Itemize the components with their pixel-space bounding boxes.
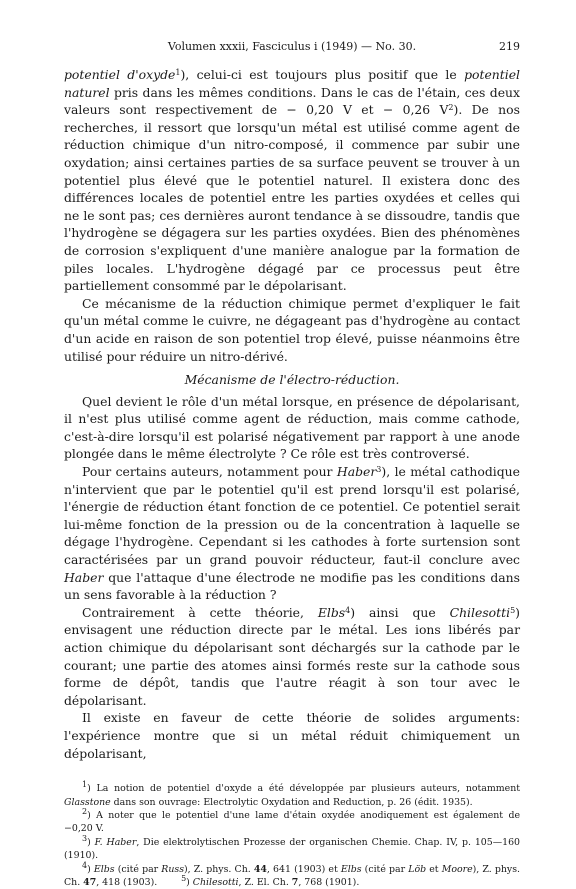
body-text	[64, 66, 520, 762]
section-heading: Mécanisme de l'électro-réduction.	[184, 372, 400, 388]
author-chilesotti: Chilesotti	[449, 604, 511, 620]
footnote-1: $^1$) La notion de potentiel d'oxyde a été développée par plusieurs auteurs, notamment Glasstone dans son ouvrage: Electrolytic Oxydation and Reduction, p. 26 (édit. 1935).	[64, 780, 520, 808]
paragraph-6: Il existe en faveur de cette théorie de solides arguments: l'expérience montre que si un métal réduit chimiquement un dépolarisant,	[64, 710, 520, 761]
term-potentiel-oxyde: potentiel d'oxyde	[64, 67, 176, 82]
paragraph-1: potentiel d'oxyde$^1$), celui-ci est toujours plus positif que le potentiel naturel pris dans les mêmes conditions. Dans le cas de l'étain, ces deux valeurs sont respectivement de − 0,20 V et − 0,26 $V^2$). De nos recherches, il ressort que lorsqu'un métal est utilisé comme agent de réduction chimique d'un nitro-composé, il commence par subir une oxydation; ainsi certaines parties de sa surface peuvent se trouver à un potentiel plus élevé que le potentiel naturel. Il existera donc des différences locales de potentiel entre les parties oxydées et celles qui ne le sont pas; ces dernières auront tendance à se dissoudre, tandis que l'hydrogène se dégagera sur les parties oxydées. Bien des phénomènes de corrosion s'expliquent d'une manière analogue par la formation de piles locales. L'hydrogène dégagé par ce processus peut être partiellement consommé par le dépolarisant.	[64, 67, 520, 294]
footnote-ref-4: 4	[345, 605, 351, 615]
footnote-3: $^3$) F. Haber, Die elektrolytischen Prozesse der organischen Chemie. Chap. IV, p. 105—160 (1910).	[64, 833, 520, 862]
page-number: 219	[499, 40, 520, 53]
paragraph-2: Ce mécanisme de la réduction chimique permet d'expliquer le fait qu'un métal comme le cuivre, ne dégageant pas d'hydrogène au contact d'un acide en raison de son potentiel trop élevé, puisse néanmoins être utilisé pour réduire un nitro-dérivé.	[64, 295, 520, 364]
paragraph-3: Quel devient le rôle d'un métal lorsque, en présence de dépolarisant, il n'est plus utilisé comme agent de réduction, mais comme cathode, c'est-à-dire lorsqu'il est polarisé négativement par rapport à une anode plongée dans le même électrolyte ? Ce rôle est très controversé.	[64, 393, 520, 462]
footnote-ref-3: 3	[376, 465, 382, 475]
term-potentiel-naturel: potentiel naturel	[64, 67, 520, 100]
paragraph-5: Contrairement à cette théorie, Elbs$^4$) ainsi que Chilesotti$^5$) envisagent une réduction directe par le métal. Les ions libérés par action chimique du dépolarisant sont déchargés sur la cathode par le courant; une partie des atomes ainsi formés reste sur la cathode sous forme de dépôt, tandis que l'autre réagit à son tour avec le dépolarisant.	[64, 604, 520, 708]
footnote-ref-2: 2	[448, 103, 454, 113]
footnote-2: $^2$) A noter que le potentiel d'une lame d'étain oxydée anodiquement est également de −0,20 V.	[64, 806, 520, 835]
footnote-ref-5: 5	[510, 605, 516, 615]
page-header	[64, 40, 520, 58]
author-haber-2: Haber	[64, 569, 104, 585]
paragraph-4: Pour certains auteurs, notamment pour Haber$^3$), le métal cathodique n'intervient que par le potentiel qu'il est prend lorsqu'il est polarisé, l'énergie de réduction étant fonction de ce potentiel. Ce potentiel serait lui-même fonction de la pression ou de la concentration à laquelle se dégage l'hydrogène. Cependant si les cathodes à forte surtension sont caractérisées par un grand pouvoir réducteur, faut-il conclure avec Haber que l'attaque d'une électrode ne modifie pas les conditions dans un sens favorable à la réduction ?	[64, 464, 520, 603]
author-haber: Haber	[336, 464, 377, 480]
running-title: Volumen xxxii, Fasciculus i (1949) — No. 30.	[167, 40, 417, 53]
footnotes	[64, 782, 520, 889]
author-elbs: Elbs	[317, 604, 346, 620]
footnote-ref-1: 1	[175, 68, 181, 77]
journal-page	[64, 40, 520, 889]
footnote-4-5: $^4$) Elbs (cité par Russ), Z. phys. Ch. 44, 641 (1903) et Elbs (cité par Löb et Moore), Z. phys. Ch. 47, 418 (1903). $^5$) Chilesotti, Z. El. Ch. 7, 768 (1901).	[64, 860, 521, 888]
